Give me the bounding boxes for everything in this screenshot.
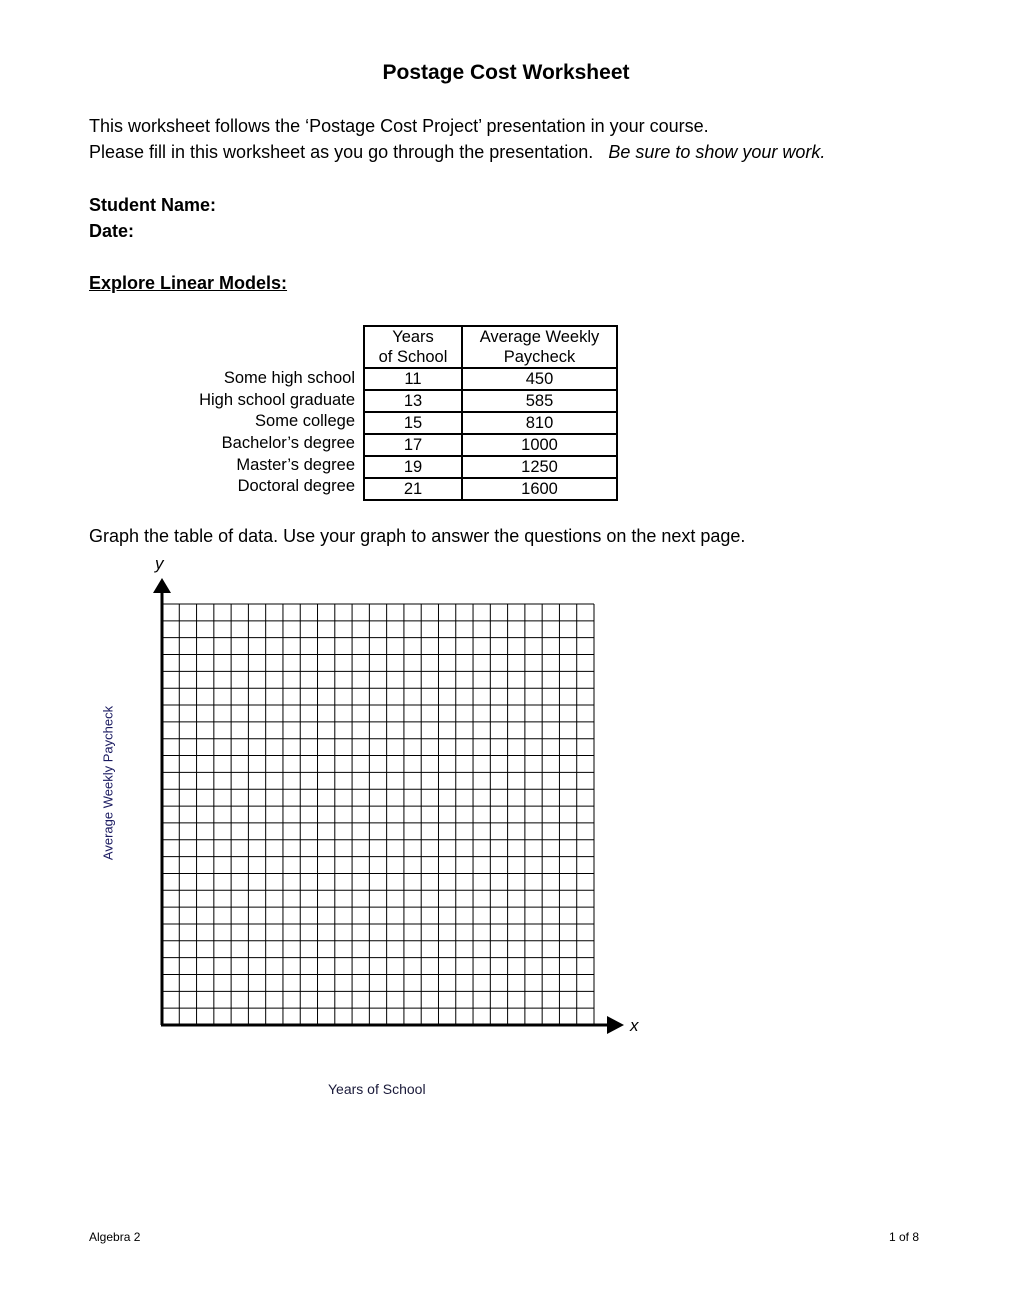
section-heading: Explore Linear Models: — [89, 273, 288, 293]
row-label: Doctoral degree — [237, 477, 355, 496]
student-name-label: Student Name: — [89, 195, 217, 215]
years-cell: 19 — [364, 456, 462, 478]
header-text: Paycheck — [503, 348, 576, 366]
date-label: Date: — [89, 221, 135, 241]
page-title: Postage Cost Worksheet — [382, 61, 630, 84]
y-axis-letter: y — [155, 554, 164, 573]
row-label: Some college — [255, 412, 355, 431]
pay-cell: 810 — [462, 412, 617, 434]
intro-line-1: This worksheet follows the ‘Postage Cost Project’ presentation in your course. — [89, 116, 709, 136]
years-cell: 13 — [364, 390, 462, 412]
intro-plain: Please fill in this worksheet as you go through the presentation. — [89, 142, 594, 162]
row-label: Master’s degree — [236, 455, 355, 474]
years-cell: 15 — [364, 412, 462, 434]
header-text: Years — [392, 328, 434, 346]
pay-cell: 450 — [462, 368, 617, 390]
years-cell: 21 — [364, 478, 462, 500]
row-label: Bachelor’s degree — [221, 434, 355, 453]
intro-italic: Be sure to show your work. — [608, 142, 826, 162]
footer-page-number: 1 of 8 — [889, 1230, 920, 1244]
pay-cell: 1600 — [462, 478, 617, 500]
pay-cell: 1250 — [462, 456, 617, 478]
grid-lines — [162, 604, 594, 1025]
years-cell: 17 — [364, 434, 462, 456]
y-axis-label: Average Weekly Paycheck — [100, 705, 116, 861]
x-axis-arrow-icon — [607, 1016, 624, 1034]
header-text: Average Weekly — [479, 328, 600, 346]
row-label: Some high school — [223, 369, 355, 387]
footer-course: Algebra 2 — [89, 1230, 141, 1244]
header-text: of School — [378, 348, 448, 366]
years-cell: 11 — [364, 368, 462, 390]
x-axis-letter: x — [630, 1016, 639, 1035]
row-label: High school graduate — [199, 390, 355, 409]
pay-cell: 585 — [462, 390, 617, 412]
y-axis-arrow-icon — [153, 578, 171, 593]
pay-cell: 1000 — [462, 434, 617, 456]
x-axis-label: Years of School — [328, 1081, 426, 1097]
graph-instruction: Graph the table of data. Use your graph to answer the questions on the next page. — [89, 526, 746, 546]
